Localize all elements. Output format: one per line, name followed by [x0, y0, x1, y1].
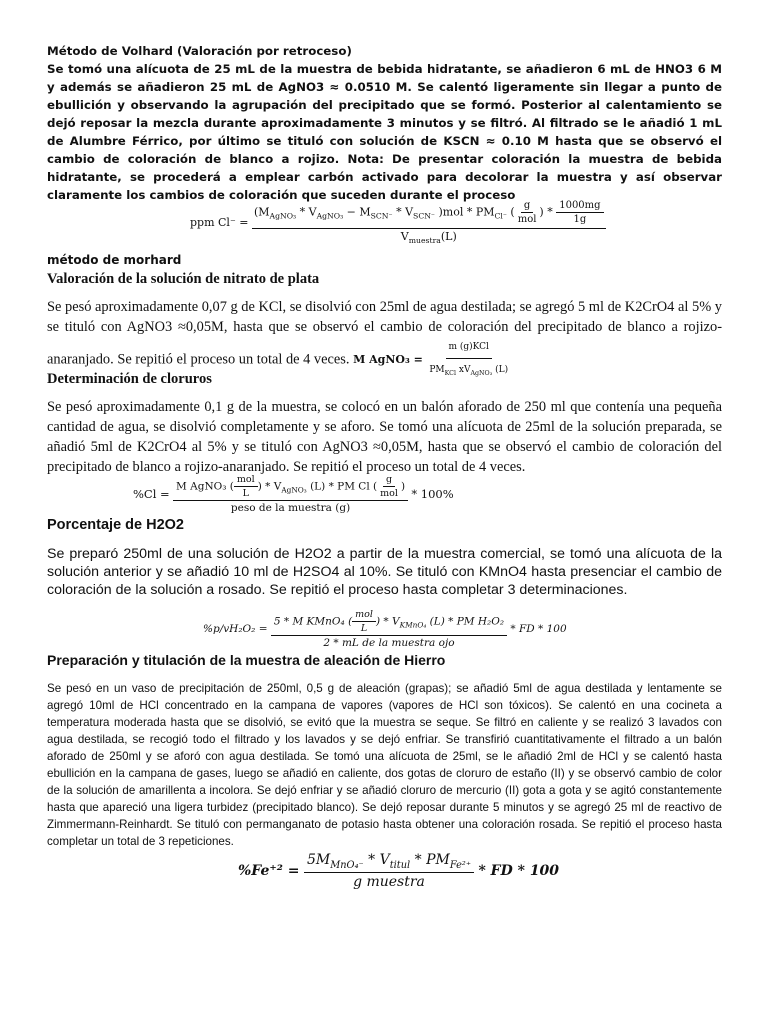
cloruros-title: Determinación de cloruros: [47, 371, 212, 387]
ppm-cl-fraction: ($M_{AgNO_3} * V_{AgNO_3} - M_{SCN^-} * V_{SCN^-}$ )$mol * PM_{Cl^-}$ ( $\frac{g}{\text{mol}}$ ) * $\frac{1000mg}{1g}$ $V_{muestra}(L)$: [252, 200, 606, 245]
fe-formula: %Fe⁺² = $\frac{5M_{MnO_4^-} * V_{titul} * PM_{Fe^{2+}}}{\text{g muestra}}$ * FD * 100: [238, 852, 560, 890]
hierro-title: Preparación y titulación de la muestra de aleación de Hierro: [47, 652, 446, 668]
percent-cl-formula: %Cl = M AgNO₃ ( $\frac{\text{mol}}{L}$ ) * $V_{AgNO_3}$ (L) * PM Cl ( $\frac{g}{\text{mol}}$ ) peso de la muestra (g) * 100%: [133, 474, 454, 514]
morhard-label: método de morhard: [47, 253, 182, 267]
morhard-paragraph: Se pesó aproximadamente 0,07 g de KCl, se disolvió con 25ml de agua destilada; se agregó 5 ml de K2CrO4 al 5% y se tituló con AgNO3 ≈0,05M, hasta que se observó el cambio de coloración del precipitado de blanco a rojizo-anaranjado. Se repitió el proceso un total de 4 veces. M AgNO₃ = $\frac{\text{m (g)KCl}}{PM_{KCl} xV_{AgNO_3} (L)}$: [47, 299, 722, 377]
volhard-paragraph: Se tomó una alícuota de 25 mL de la muestra de bebida hidratante, se añadieron 6 mL de HNO3 6 M y además se añadieron 25 mL de AgNO3 ≈ 0.0510 M. Se calentó ligeramente sin llegar a punto de ebullición y observando la agrupación del precipitado que se formó. Posterior al calentamiento se dejó reposar la mezcla durante aproximadamente 3 minutos y se filtró. Al filtrado se le añadió 1 mL de Alumbre Férrico, por último se tituló con solución de KSCN ≈ 0.10 M hasta que se observó el cambio de coloración de blanco a rojizo. Nota: De presentar coloración la muestra de bebida hidratante, se procederá a emplear carbón activado para decolorar la muestra y así observar claramente los cambios de coloración que suceden durante el proceso: [47, 62, 722, 202]
hierro-paragraph: Se pesó en un vaso de precipitación de 250ml, 0,5 g de aleación (grapas); se añadió 5ml de agua destilada y lentamente se agregó 10ml de HCl concentrado en la campana de vapores (vapores de HCl son tóxicos). Se calentó en una cocineta a temperatura moderada hasta que se disolvió, se evitó que la muestra se seque. Se filtró en caliente y se realizó 3 lavados con agua destilada, se recogió todo el filtrado y los lavados y se dejó enfriar. Se transfirió cuantitativamente el filtrado a un balón aforado de 250ml y se aforó con agua destilada. Se tomó una alícuota de 25ml, se le añadió 2ml de HCl y se calentó hasta ebullición en la campana de gases, luego se añadió en caliente, dos gotas de cloruro de estaño (II) y se observó cambio de color de la solución de amarillenta a incolora. Se dejó enfriar y se añadió cloruro de mercurio (II) gota a gota y se agitó constantemente hasta que apareció una ligera turbidez (precipitado blanco). Se dejó reposar durante 5 minutos y se agregó 25 ml de reactivo de Zimmermann-Reinhardt. Se tituló con permanganato de potasio hasta obtener una coloración rosada. Se repitió el proceso hasta completar un total de 3 repeticiones.: [47, 682, 722, 848]
h2o2-paragraph: Se preparó 250ml de una solución de H2O2 a partir de la muestra comercial, se tomó una alícuota de la solución anterior y se añadió 10 ml de H2SO4 al 10%. Se tituló con KMnO4 hasta presenciar el cambio de coloración de la solución a rosado. Se repitió el proceso hasta completar 3 determinaciones.: [47, 546, 722, 598]
cloruros-paragraph: Se pesó aproximadamente 0,1 g de la muestra, se colocó en un balón aforado de 250 ml que contenía una pequeña cantidad de agua, se disolvió completamente y se aforo. Se tomó una alícuota de 25ml de la solución preparada, se añadió 5ml de K2CrO4 al 5% y se tituló con AgNO3 ≈0,05M, hasta que se observó el cambio de coloración del precipitado de blanco a rojizo-anaranjado. Se repitió el proceso un total de 4 veces.: [47, 399, 722, 475]
h2o2-title: Porcentaje de H2O2: [47, 517, 184, 533]
magno3-formula: M AgNO₃ = $\frac{\text{m (g)KCl}}{PM_{KCl} xV_{AgNO_3} (L)}$: [353, 353, 511, 366]
ppm-cl-formula: [190, 200, 606, 245]
morhard-title: Valoración de la solución de nitrato de plata: [47, 271, 320, 287]
h2o2-formula: %p/vH₂O₂ = 5 * M KMnO₄ ( $\frac{\text{mol}}{L}$ ) * $V_{KMnO_4}$ (L) * PM H₂O₂ 2 * mL de la muestra ojo * FD * 100: [203, 609, 567, 649]
volhard-section: [47, 42, 722, 204]
ppm-cl-lhs: ppm Cl⁻ =: [190, 216, 249, 230]
volhard-title: Método de Volhard (Valoración por retroceso): [47, 44, 352, 58]
